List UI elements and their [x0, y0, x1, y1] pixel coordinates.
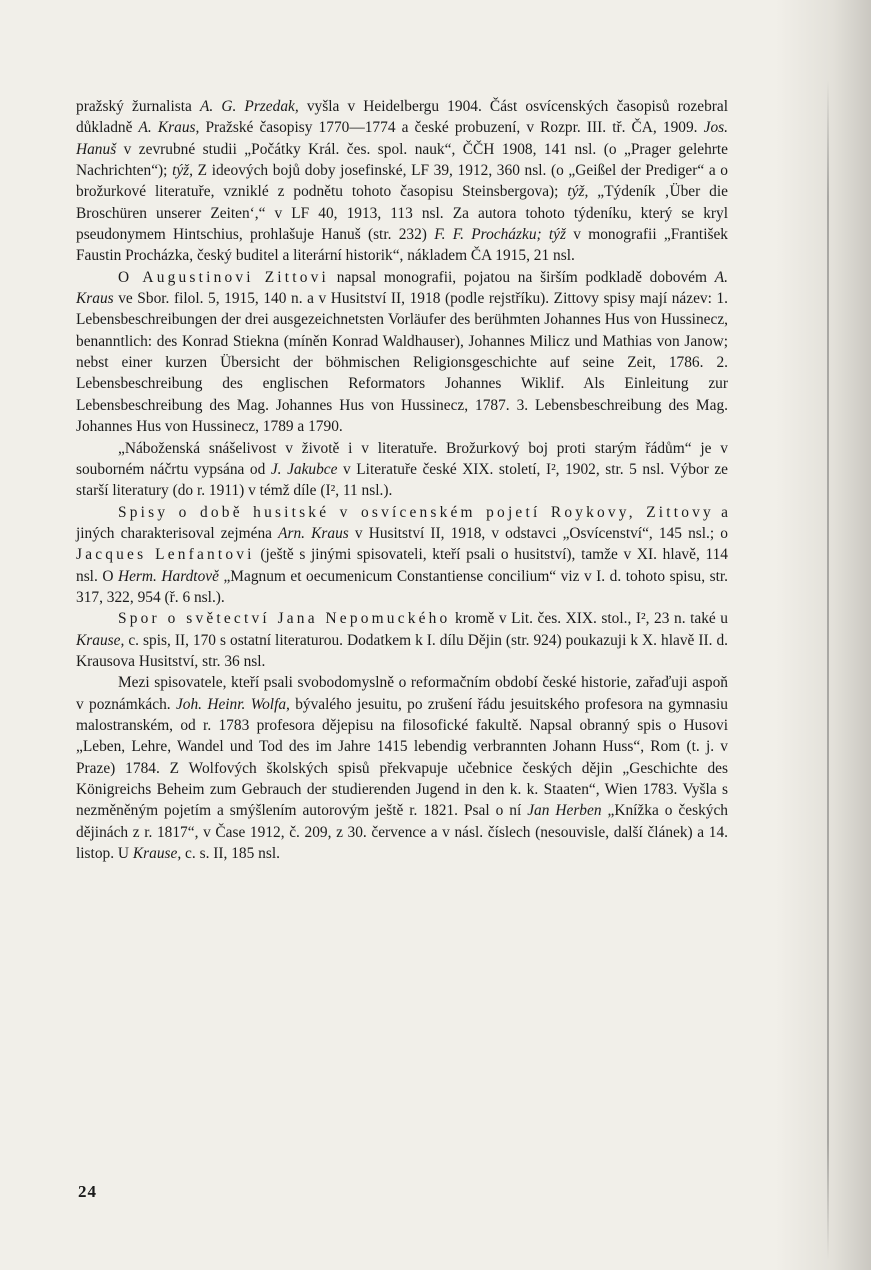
text-run: Z ideových bojů doby josefinské, LF 39, 1912, 360 nsl. (o „Geißel der Prediger“ a o brožurkové literatuře, vzniklé z podnětu tohoto časopisu Steinsbergova);	[76, 162, 728, 201]
italic-run: týž,	[567, 183, 589, 201]
page-edge-shadow	[776, 0, 871, 1270]
text-run: v monografii „František Faustin Procházka, český buditel a literární historik“, nákladem ČA 1915, 21 nsl.	[76, 226, 728, 265]
italic-run: Arn. Kraus	[278, 524, 349, 542]
spaced-run: Spor o světectví Jana Nepomuckého	[118, 610, 451, 628]
italic-run: Joh. Heinr. Wolfa,	[175, 695, 290, 713]
italic-run: týž,	[172, 162, 194, 180]
paragraph	[76, 672, 728, 864]
text-run: „Týdeník ‚Über die Broschüren unserer Zeiten‘,“ v LF 40, 1913, 113 nsl. Za autora tohoto týdeníku, který se kryl pseudonymem Hintschius, prohlašuje Hanuš (str. 232)	[76, 183, 728, 244]
italic-run: Jos. Hanuš	[76, 119, 728, 158]
page-edge-line	[827, 80, 829, 1260]
italic-run: A. G. Przedak,	[199, 98, 299, 115]
text-run: a jiných charakterisoval zejména	[76, 503, 729, 542]
italic-run: A. Kraus	[76, 268, 728, 308]
text-run: „Magnum et oecumenicum Constantiense concilium“ viz v I. d. tohoto spisu, str. 317, 322, 954 (ř. 6 nsl.).	[76, 567, 728, 606]
text-run: v Literatuře české XIX. století, I², 1902, str. 5 nsl. Výbor ze starší literatury (do r. 1911) v témž díle (I², 11 nsl.).	[76, 460, 729, 500]
paragraph	[76, 438, 728, 502]
text-run: (ještě s jinými spisovateli, kteří psali o husitství), tamže v XI. hlavě, 114 nsl. O	[76, 546, 728, 585]
text-run: c. spis, II, 170 s ostatní literaturou. Dodatkem k I. dílu Dějin (str. 924) poukazuji k X. hlavě II. d. Krausova Husitství, str. 36 nsl.	[76, 631, 728, 670]
text-run: napsal monografii, pojatou na širším podkladě dobovém	[329, 268, 715, 286]
text-run: Pražské časopisy 1770—1774 a české probuzení, v Rozpr. III. tř. ČA, 1909.	[199, 119, 704, 137]
text-run: bývalého jesuitu, po zrušení řádu jesuitského profesora na gymnasiu malostranském, od r. 1783 profesora dějepisu na filosofické fakultě. Napsal obranný spis o Husovi „Leben, Lehre, Wandel und Tod des im Jahre 1415 lebendig verbrannten Johann Huss“, Rom (t. j. v Praze) 1784. Z Wolfových školských spisů překvapuje učebnice českých dějin „Geschichte des Königreichs Beheim zum Gebrauch der studierenden Jugend in den k. k. Staaten“, Wien 1783. Vyšla s nezměněným pojetím a smýšlením autorovým ještě r. 1821. Psal o ní	[76, 695, 728, 820]
italic-run: F. F. Procházku; týž	[434, 226, 566, 244]
text-run: Mezi spisovatele, kteří psali svobodomyslně o reformačním období české historie, zařaďuji aspoň v poznámkách.	[76, 674, 728, 713]
italic-run: Jan Herben	[527, 802, 602, 820]
text-run: „Náboženská snášelivost v životě i v literatuře. Brožurkový boj proti starým řádům“ je v souborném náčrtu vypsána od	[76, 439, 728, 478]
page-number: 24	[78, 1182, 97, 1201]
spaced-run: Spisy o době husitské v osvícenském pojetí Roykovy, Zittovy	[118, 503, 714, 521]
paragraph	[76, 96, 728, 267]
italic-run: Krause,	[132, 845, 182, 863]
italic-run: J. Jakubce	[270, 460, 338, 478]
text-run: „Knížka o českých dějinách z r. 1817“, v Čase 1912, č. 209, z 30. července a v násl. číslech (nesouvisle, další článek) a 14. listop. U	[76, 802, 728, 863]
text-run: vyšla v Heidelbergu 1904. Část osvícenských časopisů rozebral důkladně	[76, 98, 729, 137]
text-run: ve Sbor. filol. 5, 1915, 140 n. a v Husitství II, 1918 (podle rejstříku). Zittovy spisy mají název: 1. Lebensbeschreibungen der drei ausgezeichnetsten Vorläufer des berühmten Johannes Hus von Hussinecz, benanntlich: des Konrad Stiekna (míněn Konrad Waldhauser), Johannes Milicz und Mathias von Janow; nebst einer kurzen Übersicht der böhmischen Religionsgeschichte auf seine Zeit, 1786. 2. Lebensbeschreibung des englischen Reformators Johannes Wiklif. Als Einleitung zur Lebensbeschreibung des Mag. Johannes Hus von Hussinecz, 1787. 3. Lebensbeschreibung des Mag. Johannes Hus von Hussinecz, 1789 a 1790.	[76, 290, 728, 436]
spaced-run: O Augustinovi Zittovi	[118, 268, 330, 286]
paragraph	[76, 502, 728, 609]
paragraph	[76, 267, 728, 438]
text-run: v Husitství II, 1918, v odstavci „Osvícenství“, 145 nsl.; o	[348, 524, 728, 542]
main-text	[76, 96, 728, 864]
paragraph	[76, 608, 728, 672]
spaced-run: Jacques Lenfantovi	[76, 546, 255, 564]
text-run: kromě v Lit. čes. XIX. stol., I², 23 n. také u	[450, 610, 729, 628]
italic-run: Krause,	[76, 631, 125, 649]
text-run: pražský žurnalista	[76, 98, 200, 115]
italic-run: A. Kraus,	[138, 119, 200, 137]
italic-run: Herm. Hardtově	[117, 567, 219, 585]
text-run: c. s. II, 185 nsl.	[181, 845, 280, 863]
text-run: v zevrubné studii „Počátky Král. čes. spol. nauk“, ČČH 1908, 141 nsl. (o „Prager gelehrte Nachrichten“);	[76, 140, 728, 180]
